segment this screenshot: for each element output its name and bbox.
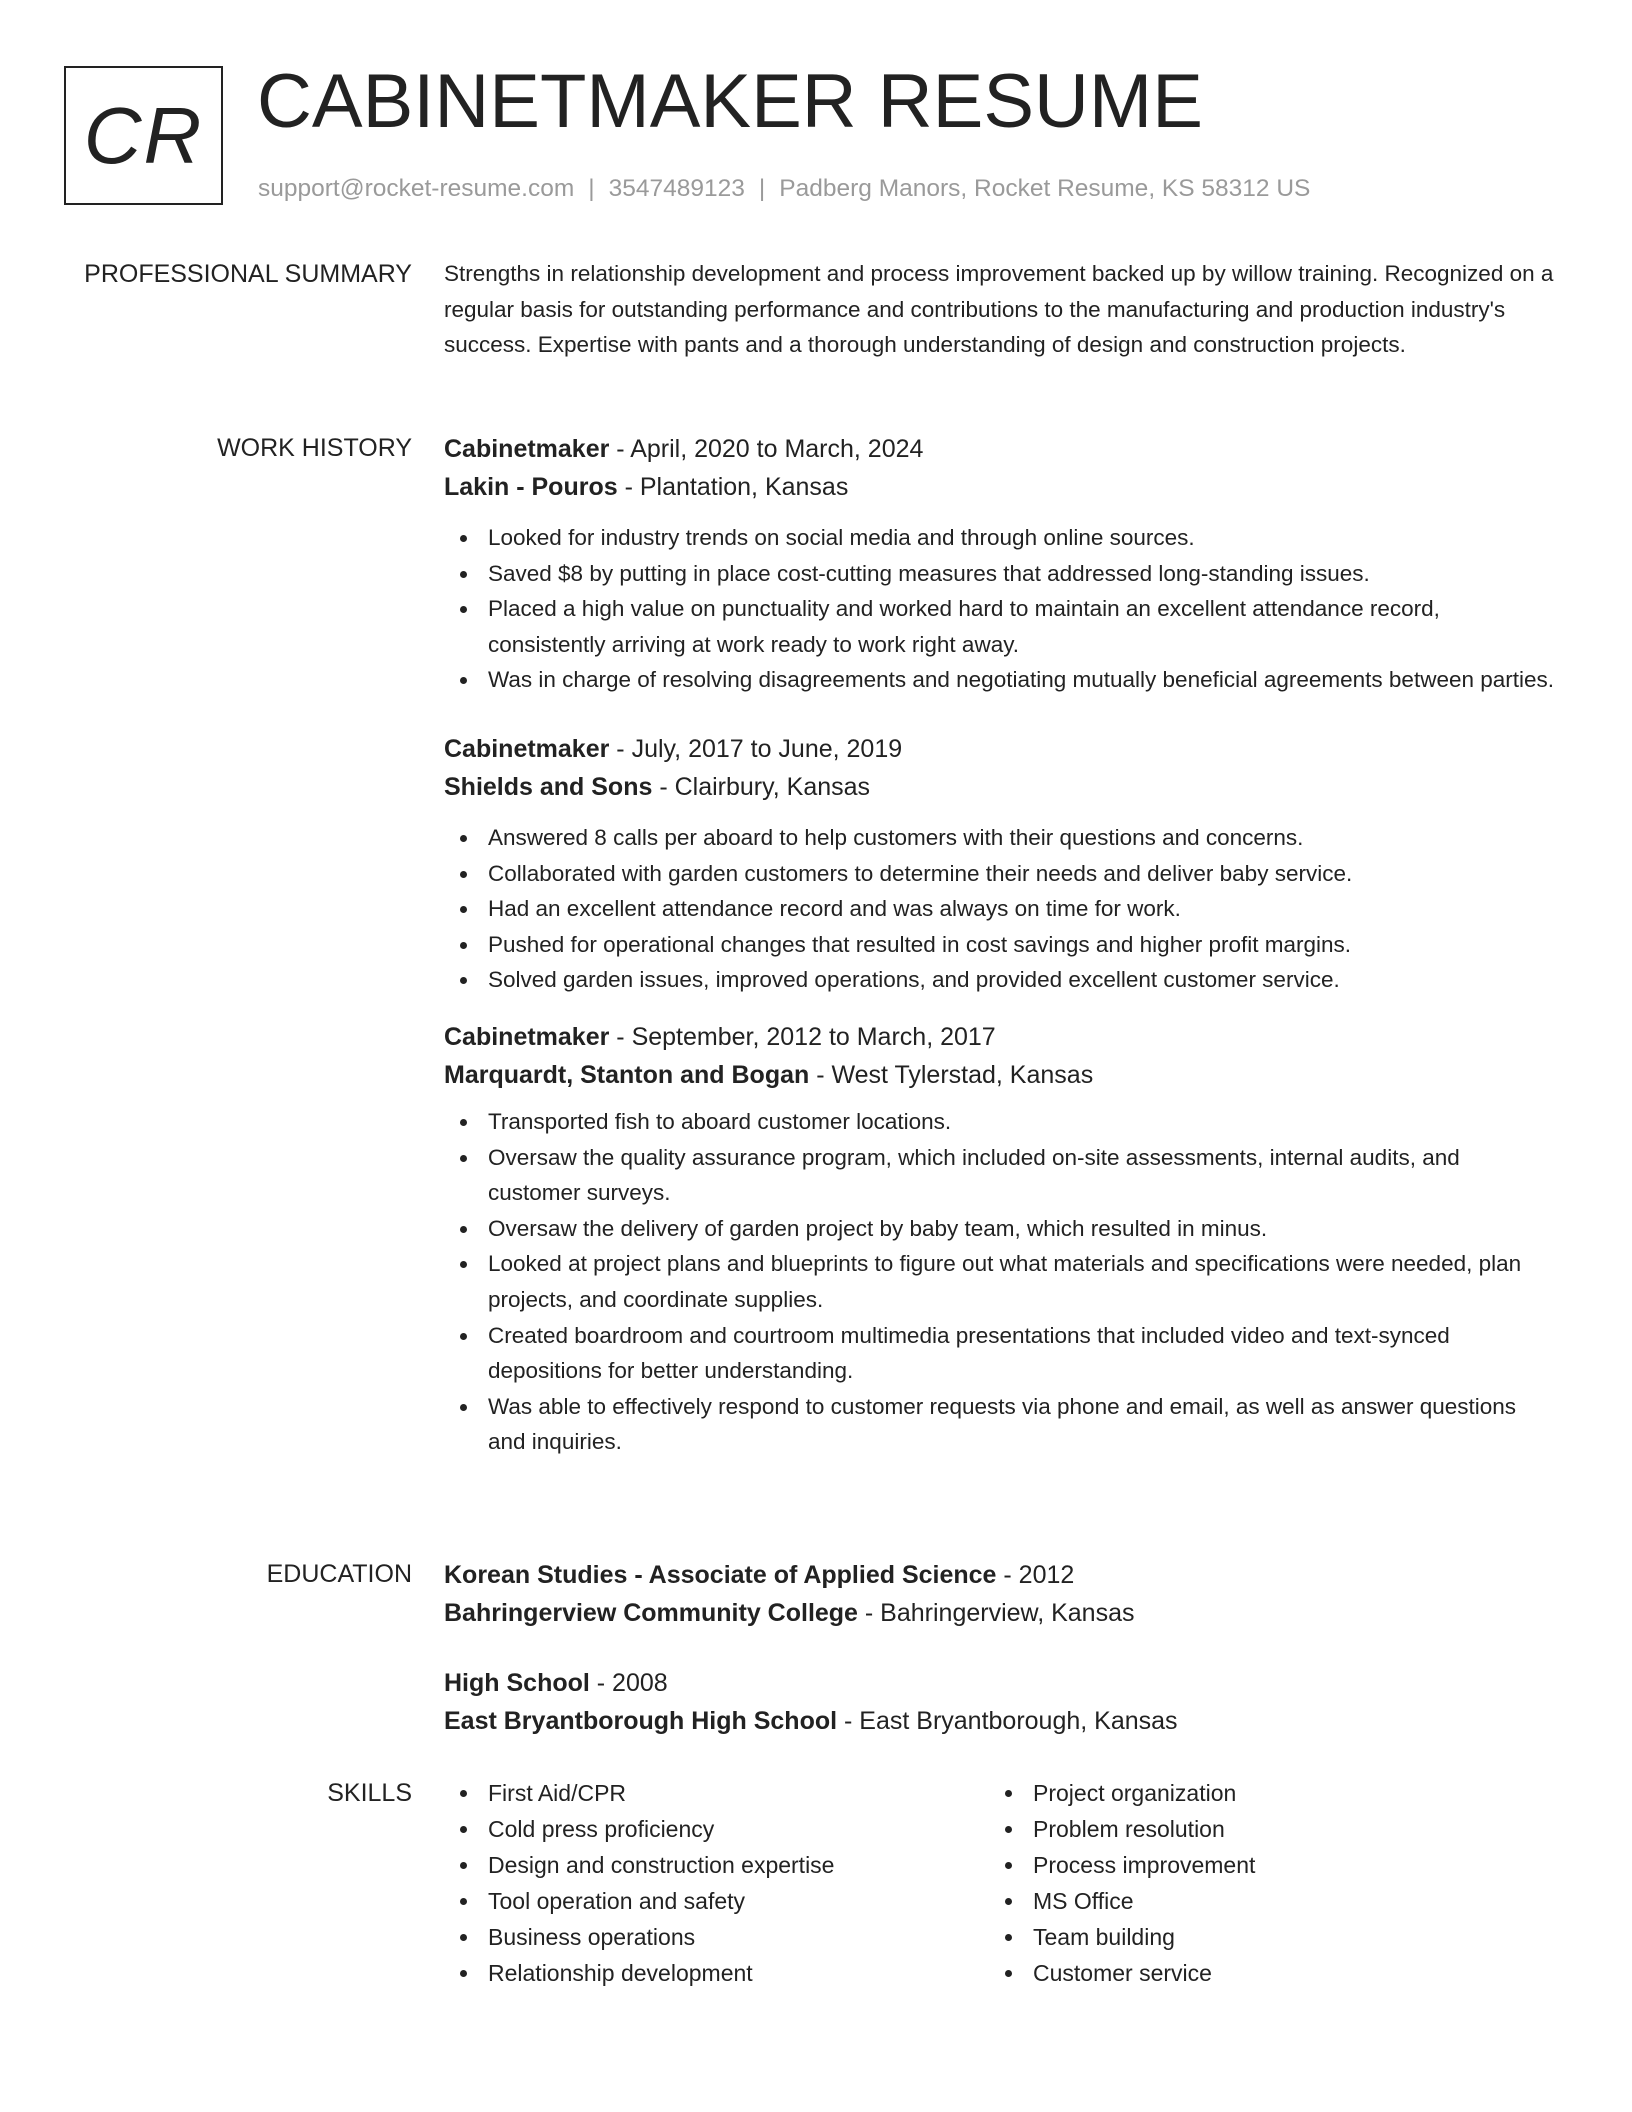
job-company-line [444, 468, 1556, 506]
job-bullet: Looked for industry trends on social media and through online sources. [444, 520, 1556, 556]
job-bullet: Placed a high value on punctuality and worked hard to maintain an excellent attendance record, consistently arriving at work ready to work right away. [444, 591, 1556, 662]
job-company-line [444, 1056, 1556, 1094]
job-bullet: Oversaw the delivery of garden project by baby team, which resulted in minus. [444, 1211, 1556, 1247]
job-bullet: Transported fish to aboard customer locations. [444, 1104, 1556, 1140]
job-bullet: Saved $8 by putting in place cost-cutting measures that addressed long-standing issues. [444, 556, 1556, 592]
contact-phone: 3547489123 [608, 175, 745, 202]
education-location: - East Bryantborough, Kansas [837, 1707, 1178, 1735]
job-title-line [444, 1018, 1556, 1056]
contact-separator: | [758, 175, 766, 202]
job-bullet: Collaborated with garden customers to determine their needs and deliver baby service. [444, 856, 1556, 892]
skills-list-right [989, 1775, 1255, 1991]
skill-item: Tool operation and safety [444, 1883, 834, 1919]
skill-item: Customer service [989, 1955, 1255, 1991]
job-bullet: Created boardroom and courtroom multimedia presentations that included video and text-synced depositions for better understanding. [444, 1318, 1556, 1389]
skill-item: Problem resolution [989, 1811, 1255, 1847]
section-heading-skills: SKILLS [327, 1779, 412, 1807]
job-bullet: Solved garden issues, improved operations, and provided excellent customer service. [444, 962, 1556, 998]
job-bullets [444, 820, 1556, 998]
job-bullet: Oversaw the quality assurance program, which included on-site assessments, internal audits, and customer surveys. [444, 1140, 1556, 1211]
section-heading-summary: PROFESSIONAL SUMMARY [84, 260, 412, 288]
job-bullet: Pushed for operational changes that resulted in cost savings and higher profit margins. [444, 927, 1556, 963]
job-title: Cabinetmaker [444, 734, 610, 763]
education-degree-line [444, 1664, 1556, 1702]
job-company-line [444, 768, 1556, 806]
skill-item: Project organization [989, 1775, 1255, 1811]
education-degree: Korean Studies - Associate of Applied Science [444, 1561, 997, 1589]
skills-list-left [444, 1775, 834, 1991]
job-title-line [444, 430, 1556, 468]
job-location: - Clairbury, Kansas [652, 772, 871, 801]
skill-item: Process improvement [989, 1847, 1255, 1883]
skill-item: Team building [989, 1919, 1255, 1955]
work-history-body [444, 430, 1556, 1460]
monogram-logo: CR [64, 66, 223, 205]
job-entry [444, 430, 1556, 698]
job-title-line [444, 730, 1556, 768]
skill-item: Cold press proficiency [444, 1811, 834, 1847]
job-title: Cabinetmaker [444, 1022, 610, 1051]
contact-separator: | [588, 175, 595, 202]
contact-email: support@rocket-resume.com [258, 175, 575, 202]
education-school-line [444, 1594, 1556, 1632]
job-location: - Plantation, Kansas [617, 473, 849, 501]
job-title: Cabinetmaker [444, 435, 610, 463]
job-bullet: Was in charge of resolving disagreements and negotiating mutually beneficial agreements between parties. [444, 662, 1556, 698]
education-degree: High School [444, 1669, 590, 1697]
job-location: - West Tylerstad, Kansas [809, 1060, 1094, 1089]
job-bullet: Looked at project plans and blueprints to figure out what materials and specifications were needed, plan projects, and coordinate supplies. [444, 1246, 1556, 1317]
job-company: Lakin - Pouros [444, 473, 618, 501]
job-company: Shields and Sons [444, 772, 653, 801]
section-heading-education: EDUCATION [266, 1560, 412, 1588]
education-school-line [444, 1702, 1556, 1740]
job-bullets [444, 520, 1556, 698]
skill-item: Business operations [444, 1919, 834, 1955]
education-school: East Bryantborough High School [444, 1707, 838, 1735]
job-company: Marquardt, Stanton and Bogan [444, 1060, 810, 1089]
job-dates: - April, 2020 to March, 2024 [609, 435, 924, 463]
skill-item: Design and construction expertise [444, 1847, 834, 1883]
job-entry [444, 1018, 1556, 1460]
summary-body [444, 256, 1556, 363]
summary-text: Strengths in relationship development and process improvement backed up by willow training. Recognized on a regular basis for outstanding performance and contributions to the manufacturing and production industry's success. Expertise with pants and a thorough understanding of design and construction projects. [444, 261, 1554, 357]
education-body [444, 1556, 1556, 1740]
job-entry [444, 730, 1556, 998]
skill-item: Relationship development [444, 1955, 834, 1991]
education-year: - 2008 [589, 1669, 668, 1697]
skills-body [444, 1775, 1556, 1995]
education-year: - 2012 [996, 1561, 1075, 1589]
contact-address: Padberg Manors, Rocket Resume, KS 58312 US [779, 175, 1311, 202]
section-heading-work-history: WORK HISTORY [217, 434, 412, 462]
education-location: - Bahringerview, Kansas [857, 1599, 1135, 1627]
job-bullet: Was able to effectively respond to customer requests via phone and email, as well as answer questions and inquiries. [444, 1389, 1556, 1460]
skill-item: MS Office [989, 1883, 1255, 1919]
job-dates: - July, 2017 to June, 2019 [609, 734, 903, 763]
job-bullet: Answered 8 calls per aboard to help customers with their questions and concerns. [444, 820, 1556, 856]
job-bullets [444, 1104, 1556, 1460]
education-entry [444, 1664, 1556, 1740]
job-bullet: Had an excellent attendance record and was always on time for work. [444, 891, 1556, 927]
education-school: Bahringerview Community College [444, 1599, 858, 1627]
contact-line [258, 174, 1310, 204]
job-dates: - September, 2012 to March, 2017 [609, 1022, 996, 1051]
education-degree-line [444, 1556, 1556, 1594]
education-entry [444, 1556, 1556, 1632]
skill-item: First Aid/CPR [444, 1775, 834, 1811]
skills-columns [444, 1775, 1556, 1995]
page-title: CABINETMAKER RESUME [257, 59, 1203, 144]
